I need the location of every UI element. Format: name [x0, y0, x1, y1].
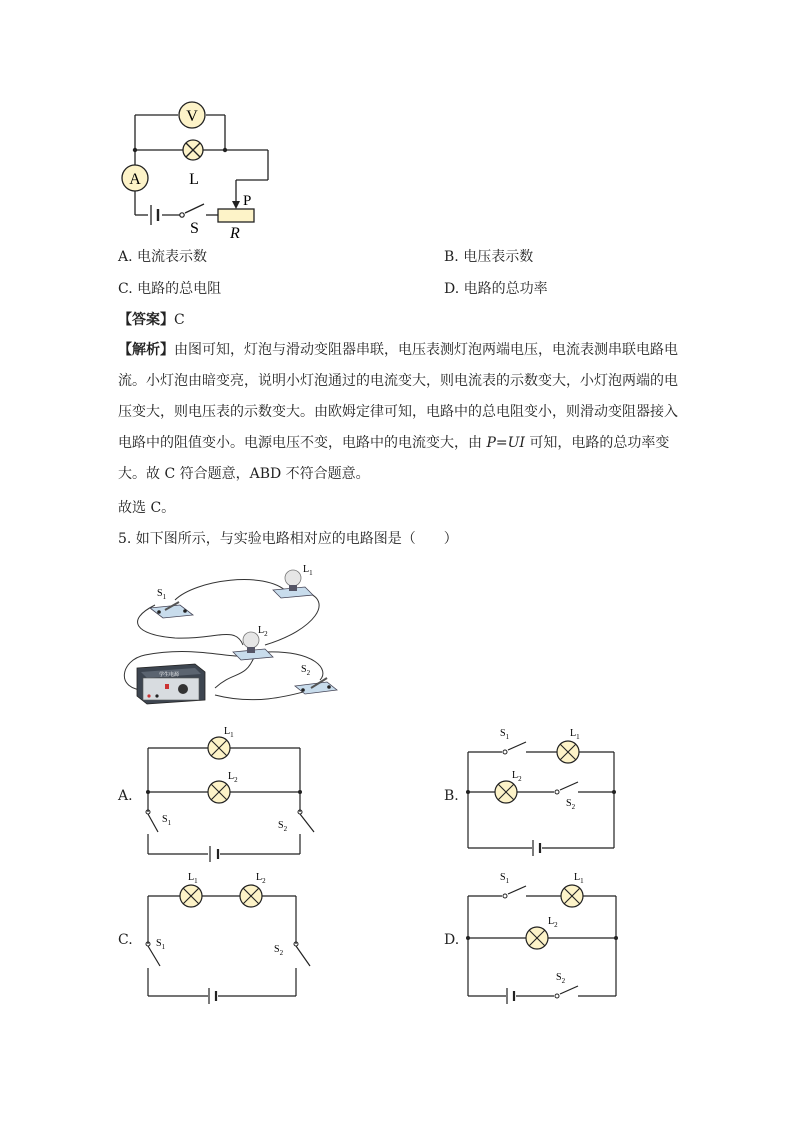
b-label-s1: $S_1$ [500, 728, 510, 741]
circuit-option-c [138, 866, 328, 1006]
option-d: D. 电路的总功率 [444, 281, 548, 297]
a-label-s1: $S_1$ [162, 814, 172, 827]
switch-label: S [190, 220, 199, 237]
a-label-s2: $S_2$ [278, 820, 288, 833]
photo-label-l2: $L_2$ [258, 625, 268, 638]
circuit-diagram-q4 [110, 95, 280, 245]
voltmeter-label: V [186, 108, 198, 125]
rheostat-label: R [230, 225, 240, 242]
b-label-l2: $L_2$ [512, 770, 522, 783]
circuit-option-d [462, 866, 632, 1006]
c-label-s2: $S_2$ [274, 944, 284, 957]
option-c-letter: C. [118, 932, 133, 948]
option-c: C. 电路的总电阻 [118, 281, 222, 297]
slider-label: P [243, 193, 252, 209]
option-a: A. 电流表示数 [118, 249, 208, 265]
photo-label-l1: $L_1$ [303, 564, 313, 577]
a-label-l2: $L_2$ [228, 771, 238, 784]
photo-label-s1: $S_1$ [157, 588, 167, 601]
analysis-text-1: 由图可知，灯泡与滑动变阻器串联，电压表测灯泡两端电压，电流表测串联电路电流。小灯泡由暗变亮，说明小灯泡通过的电流变大，则电流表的示数变大，小灯泡两端的电压变大，则电压表的示数变大。由欧姆定律可知，电路中的总电阻变小，则滑动变阻器接入电路中的阻值变小。电源电压不变，电路中的电流变大，由 [118, 342, 678, 451]
photo-label-s2: $S_2$ [301, 664, 311, 677]
question-5-stem: 5. 如下图所示，与实验电路相对应的电路图是（ ） [118, 531, 458, 547]
b-label-s2: $S_2$ [566, 798, 576, 811]
option-d-letter: D. [444, 932, 460, 948]
circuit-option-a [138, 722, 328, 862]
analysis-formula: P=UI [486, 435, 525, 451]
option-b: B. 电压表示数 [444, 249, 534, 265]
experiment-illustration [115, 560, 355, 710]
answer-value: C [174, 312, 185, 328]
option-b-letter: B. [444, 788, 459, 804]
circuit-option-b [462, 722, 632, 857]
analysis-conclusion: 故选 C。 [118, 500, 176, 516]
lamp-label: L [189, 171, 199, 188]
b-label-l1: $L_1$ [570, 728, 580, 741]
analysis-text-2: 可知，电路的总功率变大。故 C 符合题意，ABD 不符合题意。 [118, 435, 670, 482]
analysis-label: 【解析】 [118, 342, 174, 358]
ammeter-label: A [129, 171, 141, 188]
analysis-paragraph [118, 335, 678, 490]
option-a-letter: A. [118, 788, 133, 804]
c-label-l1: $L_1$ [188, 872, 198, 885]
d-label-s2: $S_2$ [556, 972, 566, 985]
answer-label: 【答案】 [118, 312, 174, 328]
answer-line [118, 310, 185, 330]
d-label-s1: $S_1$ [500, 872, 510, 885]
power-supply-label: 学生电源 [159, 673, 180, 678]
a-label-l1: $L_1$ [224, 726, 234, 739]
d-label-l1: $L_1$ [574, 872, 584, 885]
d-label-l2: $L_2$ [548, 916, 558, 929]
c-label-l2: $L_2$ [256, 872, 266, 885]
c-label-s1: $S_1$ [156, 938, 166, 951]
